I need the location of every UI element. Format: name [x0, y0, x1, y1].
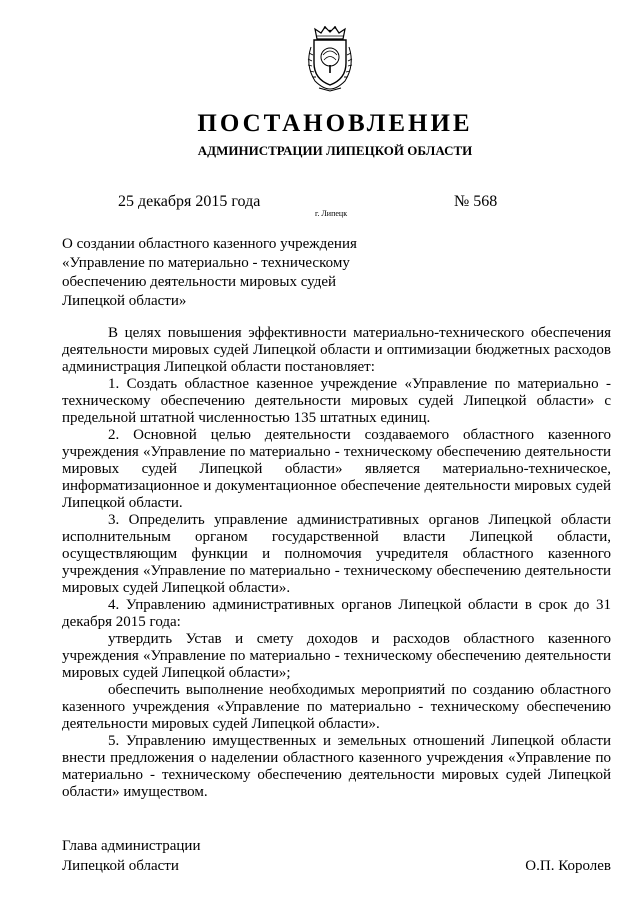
document-subject: [62, 235, 382, 311]
signer-name: О.П. Королев: [525, 858, 611, 874]
signer-position-line2: Липецкой области: [62, 858, 179, 874]
signature-block: [62, 836, 611, 876]
body-paragraph: 2. Основной целью деятельности создаваемого областного казенного учреждения «Управление по материально - техническому обеспечению деятельности мировых судей Липецкой области» является материально-техническое, информатизационное и документационное обеспечение деятельности мировых судей Липецкой области.: [62, 427, 611, 511]
body-paragraph: утвердить Устав и смету доходов и расходов областного казенного учреждения «Управление по материально - техническому обеспечению деятельности мировых судей Липецкой области»;: [62, 631, 611, 681]
subject-line: О создании областного казенного учреждения: [62, 236, 357, 252]
document-city: г. Липецк: [315, 209, 348, 218]
issuing-authority: АДМИНИСТРАЦИИ ЛИПЕЦКОЙ ОБЛАСТИ: [197, 143, 473, 158]
document-number: № 568: [454, 193, 498, 210]
coat-of-arms-icon: [301, 25, 359, 93]
subject-line: Липецкой области»: [62, 293, 187, 309]
body-paragraph: 3. Определить управление административных органов Липецкой области исполнительным органом государственной власти Липецкой области, осуществляющим функции и полномочия учредителя областного казенного учреждения «Управление по материально - техническому обеспечению деятельности мировых судей Липецкой области».: [62, 512, 611, 596]
body-paragraph: обеспечить выполнение необходимых мероприятий по созданию областного казенного учреждения «Управление по материально - техническому обеспечению деятельности мировых судей Липецкой области».: [62, 682, 611, 732]
body-paragraph: 5. Управлению имущественных и земельных отношений Липецкой области внести предложения о наделении областного казенного учреждения «Управление по материально - техническому обеспечению деятельности мировых судей Липецкой области» имуществом.: [62, 733, 611, 800]
body-paragraph: 4. Управлению административных органов Липецкой области в срок до 31 декабря 2015 года:: [62, 597, 611, 630]
document-date: 25 декабря 2015 года: [118, 193, 261, 210]
body-paragraph: В целях повышения эффективности материально-технического обеспечения деятельности мировых судей Липецкой области и оптимизации бюджетных расходов администрация Липецкой области постановляет:: [62, 325, 611, 375]
subject-line: «Управление по материально - техническому: [62, 255, 350, 271]
subject-line: обеспечению деятельности мировых судей: [62, 274, 337, 290]
signer-position-line1: Глава администрации: [62, 838, 201, 854]
document-body: [62, 325, 611, 801]
body-paragraph: 1. Создать областное казенное учреждение «Управление по материально - техническому обеспечению деятельности мировых судей Липецкой области» с предельной штатной численностью 135 штатных единиц.: [62, 376, 611, 426]
document-title: ПОСТАНОВЛЕНИЕ: [197, 110, 473, 137]
